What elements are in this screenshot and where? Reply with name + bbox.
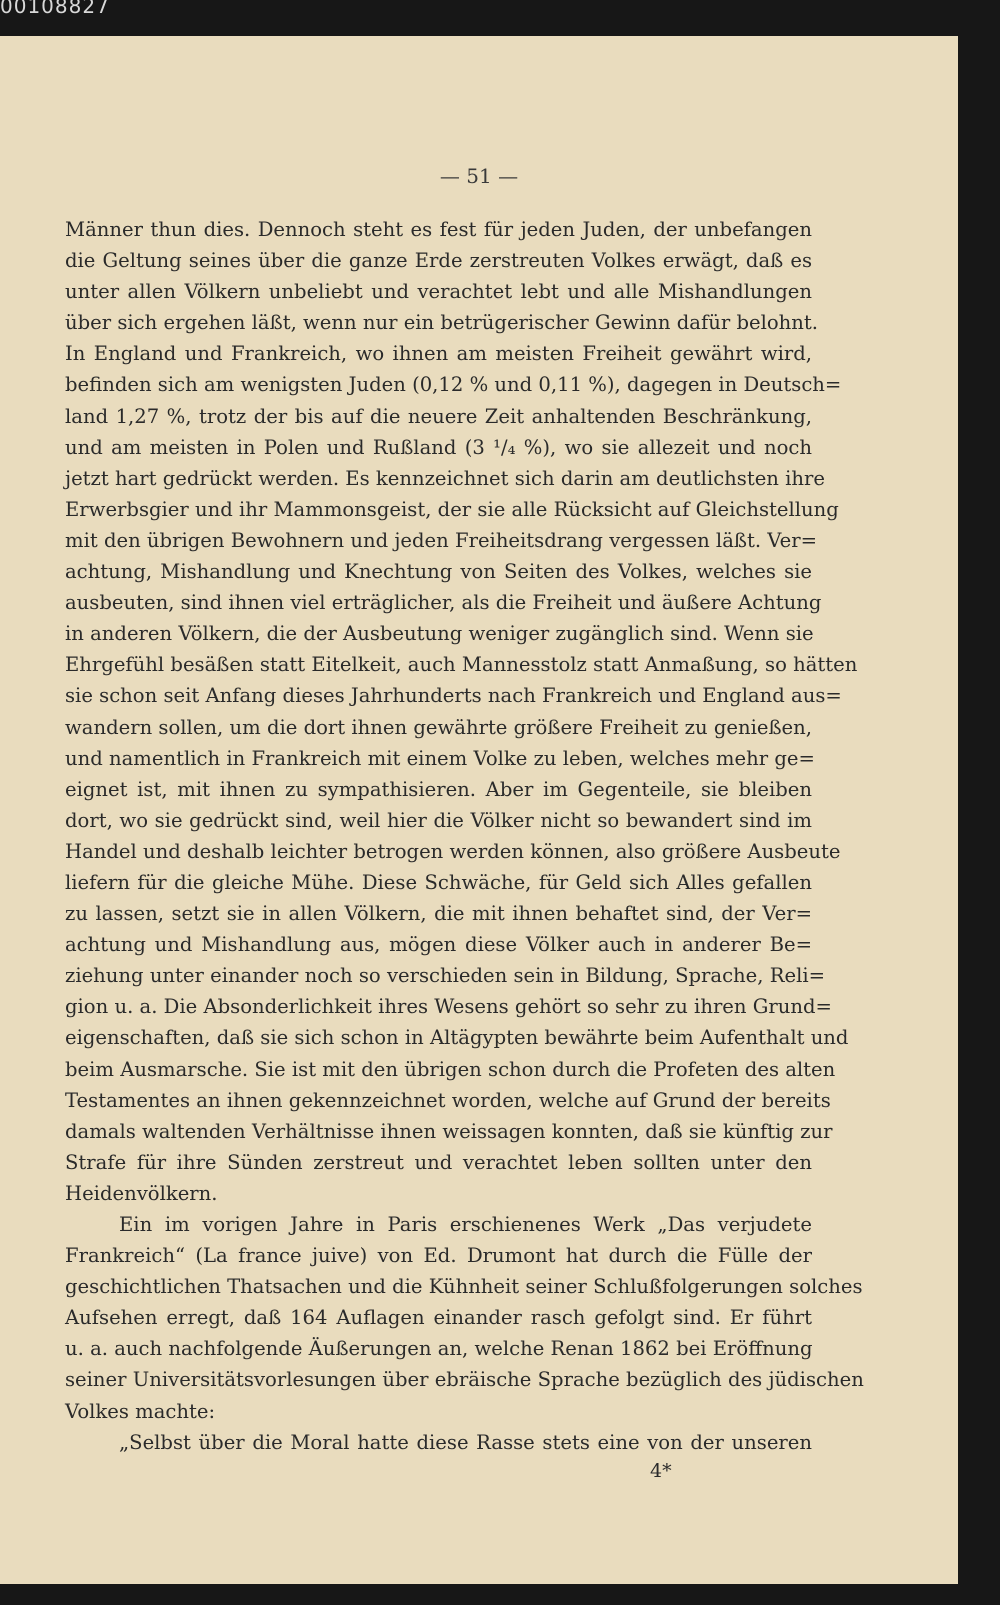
text-line: Frankreich“ (La france juive) von Ed. Drumont hat durch die Fülle der	[65, 1244, 812, 1268]
text-line: die Geltung seines über die ganze Erde zerstreuten Volkes erwägt, daß es	[65, 249, 812, 273]
text-line: über sich ergehen läßt, wenn nur ein betrügerischer Gewinn dafür belohnt.	[65, 311, 818, 335]
text-line: befinden sich am wenigsten Juden (0,12 % und 0,11 %), dagegen in Deutsch=	[65, 373, 842, 397]
text-line: Volkes machte:	[65, 1399, 216, 1423]
text-line: ausbeuten, sind ihnen viel erträglicher, als die Freiheit und äußere Achtung	[65, 591, 822, 615]
text-line: „Selbst über die Moral hatte diese Rasse stets eine von der unseren	[119, 1430, 812, 1454]
text-line: wandern sollen, um die dort ihnen gewährte größere Freiheit zu genießen,	[65, 715, 812, 739]
text-line: eigenschaften, daß sie sich schon in Altägypten bewährte beim Aufenthalt und	[65, 1026, 849, 1050]
text-line: Ein im vorigen Jahre in Paris erschienenes Werk „Das verjudete	[119, 1213, 812, 1236]
text-line: Erwerbsgier und ihr Mammonsgeist, der sie alle Rücksicht auf Gleichstellung	[65, 497, 839, 521]
text-line: land 1,27 %, trotz der bis auf die neuere Zeit anhaltenden Beschränkung,	[65, 404, 812, 428]
text-line: ziehung unter einander noch so verschieden sein in Bildung, Sprache, Reli=	[65, 964, 826, 988]
text-line: liefern für die gleiche Mühe. Diese Schwäche, für Geld sich Alles gefallen	[65, 870, 812, 894]
text-line: Strafe für ihre Sünden zerstreut und verachtet leben sollten unter den	[65, 1150, 812, 1174]
text-line: achtung, Mishandlung und Knechtung von Seiten des Volkes, welches sie	[65, 560, 812, 584]
text-line: in anderen Völkern, die der Ausbeutung weniger zugänglich sind. Wenn sie	[65, 622, 814, 646]
text-line: u. a. auch nachfolgende Äußerungen an, welche Renan 1862 bei Eröffnung	[65, 1337, 813, 1361]
text-line: und namentlich in Frankreich mit einem Volke zu leben, welches mehr ge=	[65, 746, 815, 770]
text-line: achtung und Mishandlung aus, mögen diese Völker auch in anderer Be=	[65, 933, 812, 957]
page-number-header: — 51 —	[439, 164, 519, 188]
text-line: In England und Frankreich, wo ihnen am meisten Freiheit gewährt wird,	[65, 342, 812, 366]
signature-mark: 4*	[650, 1460, 672, 1482]
text-line: eignet ist, mit ihnen zu sympathisieren. Aber im Gegenteile, sie bleiben	[65, 777, 812, 801]
text-line: Aufsehen erregt, daß 164 Auflagen einander rasch gefolgt sind. Er führt	[65, 1306, 812, 1330]
book-page	[0, 36, 958, 1584]
text-line: mit den übrigen Bewohnern und jeden Freiheitsdrang vergessen läßt. Ver=	[65, 528, 818, 552]
text-line: jetzt hart gedrückt werden. Es kennzeichnet sich darin am deutlichsten ihre	[65, 466, 826, 490]
text-line: geschichtlichen Thatsachen und die Kühnheit seiner Schlußfolgerungen solches	[65, 1275, 863, 1299]
text-line: Testamentes an ihnen gekennzeichnet worden, welche auf Grund der bereits	[65, 1088, 831, 1112]
text-line: unter allen Völkern unbeliebt und verachtet lebt und alle Mishandlungen	[65, 280, 812, 304]
body-text	[65, 214, 864, 1458]
text-line: zu lassen, setzt sie in allen Völkern, die mit ihnen behaftet sind, der Ver=	[65, 902, 812, 926]
text-line: und am meisten in Polen und Rußland (3 ¹/₄ %), wo sie allezeit und noch	[65, 435, 812, 459]
text-line: gion u. a. Die Absonderlichkeit ihres Wesens gehört so sehr zu ihren Grund=	[65, 995, 832, 1019]
text-line: Ehrgefühl besäßen statt Eitelkeit, auch Mannesstolz statt Anmaßung, so hätten	[65, 653, 858, 677]
text-line: seiner Universitätsvorlesungen über ebräische Sprache bezüglich des jüdischen	[65, 1368, 864, 1392]
text-line: sie schon seit Anfang dieses Jahrhunderts nach Frankreich und England aus=	[65, 684, 842, 708]
text-line: beim Ausmarsche. Sie ist mit den übrigen schon durch die Profeten des alten	[65, 1057, 836, 1081]
text-line: Heidenvölkern.	[65, 1181, 218, 1205]
text-line: damals waltenden Verhältnisse ihnen weissagen konnten, daß sie künftig zur	[65, 1119, 833, 1143]
text-line: dort, wo sie gedrückt sind, weil hier die Völker nicht so bewandert sind im	[65, 808, 812, 832]
scan-id: 00108827	[0, 0, 110, 18]
text-line: Männer thun dies. Dennoch steht es fest für jeden Juden, der unbefangen	[65, 218, 812, 241]
text-line: Handel und deshalb leichter betrogen werden können, also größere Ausbeute	[65, 839, 841, 863]
